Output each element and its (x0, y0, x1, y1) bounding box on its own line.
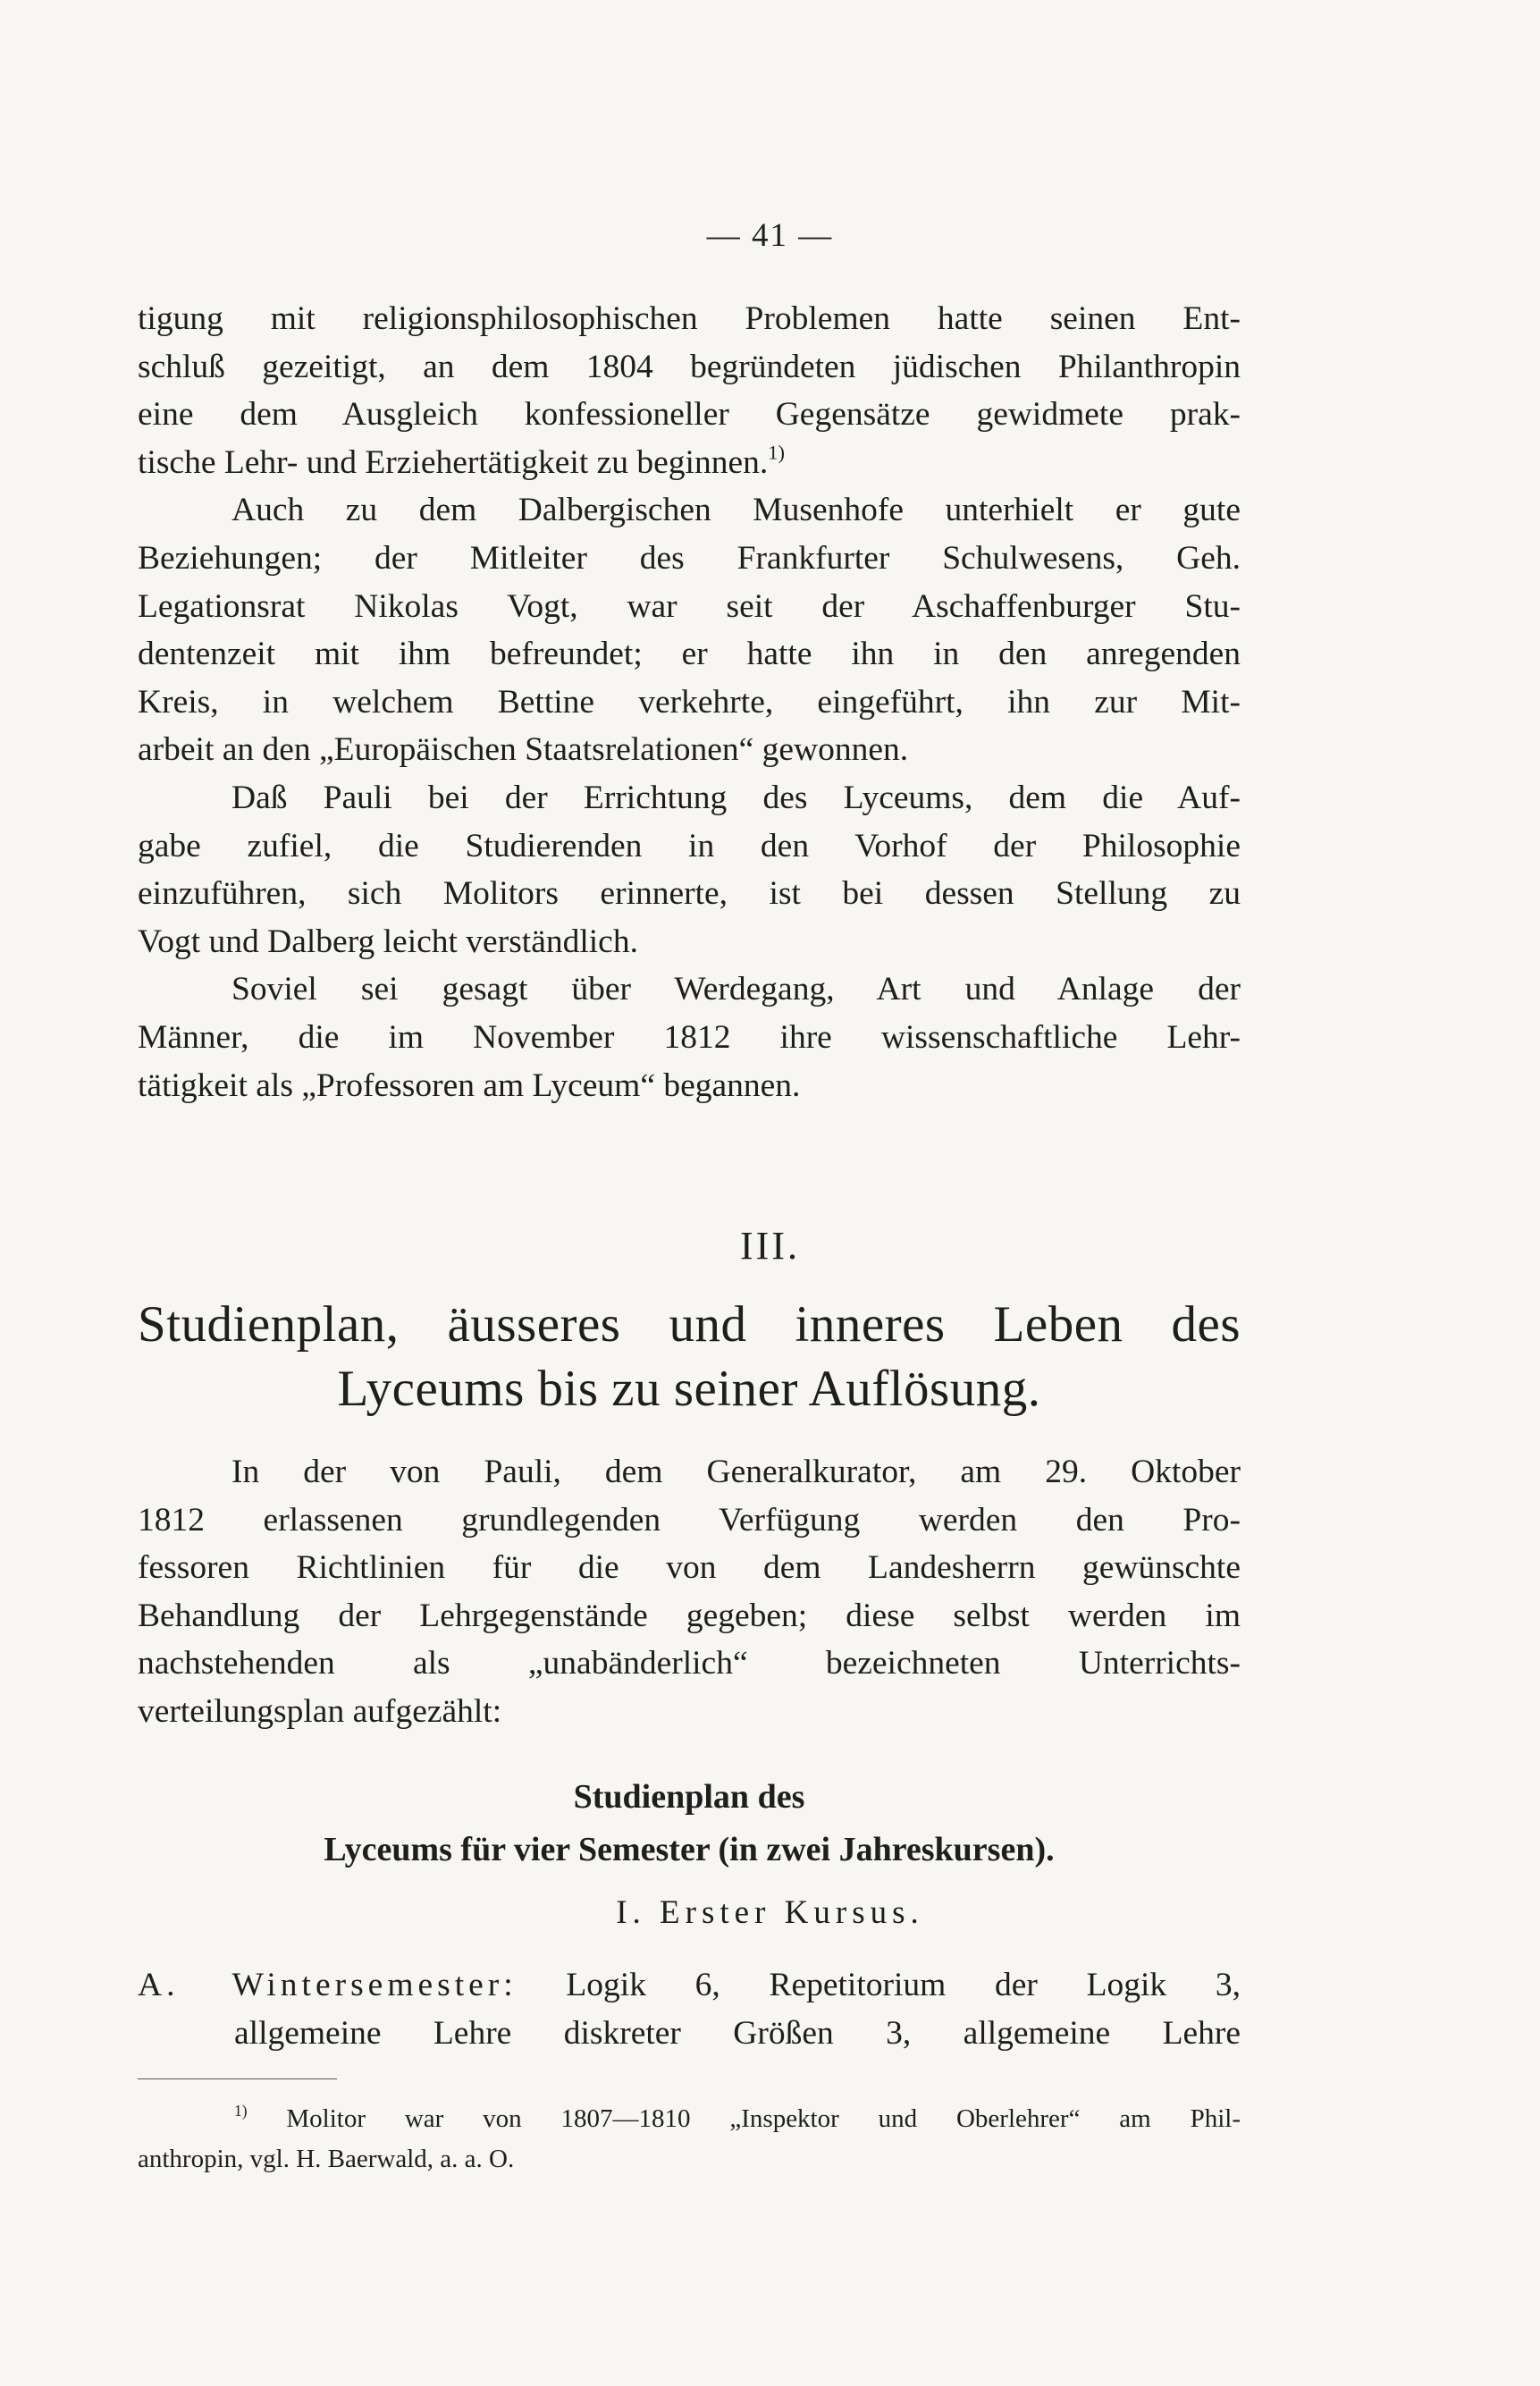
semester-label: A. Wintersemester: (138, 1967, 518, 2003)
page-number: — 41 — (706, 217, 834, 254)
body-line-15: Soviel sei gesagt über Werdegang, Art und Anlage der (231, 971, 1241, 1008)
body-line-1: tigung mit religionsphilosophischen Problemen hatte seinen Ent- (138, 300, 1241, 337)
footnote-line-1 (138, 2099, 1241, 2139)
body-line-8: dentenzeit mit ihm befreundet; er hatte ihn in den anregenden (138, 636, 1241, 673)
chapter-number: III. (740, 1224, 800, 1268)
semester-line-1-text: Logik 6, Repetitorium der Logik 3, (566, 1967, 1241, 2003)
chapter-line-6: verteilungsplan aufgezählt: (138, 1693, 502, 1730)
plan-title-line-2: Lyceums für vier Semester (in zwei Jahreskursen). (324, 1831, 1055, 1868)
body-line-2: schluß gezeitigt, an dem 1804 begründeten jüdischen Philanthropin (138, 348, 1241, 385)
footnote-reference: 1) (768, 441, 785, 464)
semester-line-2: allgemeine Lehre diskreter Größen 3, allgemeine Lehre (234, 2014, 1241, 2052)
footnote-line-1-text: Molitor war von 1807—1810 „Inspektor und Oberlehrer“ am Phil- (286, 2104, 1241, 2133)
body-line-7: Legationsrat Nikolas Vogt, war seit der Aschaffenburger Stu- (138, 587, 1241, 625)
chapter-title-line-1: Studienplan, äusseres und inneres Leben des (138, 1296, 1241, 1353)
semester-line-1 (138, 1961, 1241, 2010)
footnote-marker: 1) (234, 2101, 248, 2120)
body-line-10: arbeit an den „Europäischen Staatsrelationen“ gewonnen. (138, 731, 909, 769)
body-line-6: Beziehungen; der Mitleiter des Frankfurter Schulwesens, Geh. (138, 540, 1241, 577)
body-line-14: Vogt und Dalberg leicht verständlich. (138, 923, 638, 960)
chapter-line-5: nachstehenden als „unabänderlich“ bezeichneten Unterrichts- (138, 1645, 1241, 1682)
body-line-11: Daß Pauli bei der Errichtung des Lyceums, dem die Auf- (231, 780, 1241, 816)
plan-title-line-1: Studienplan des (573, 1778, 805, 1816)
body-line-5: Auch zu dem Dalbergischen Musenhofe unterhielt er gute (231, 492, 1241, 529)
body-line-4-text: tische Lehr- und Erziehertätigkeit zu beginnen. (138, 443, 769, 481)
chapter-line-3: fessoren Richtlinien für die von dem Landesherrn gewünschte (138, 1549, 1241, 1587)
body-line-9: Kreis, in welchem Bettine verkehrte, eingeführt, ihn zur Mit- (138, 683, 1241, 721)
body-line-3: eine dem Ausgleich konfessioneller Gegensätze gewidmete prak- (138, 396, 1241, 434)
semester-entry (138, 1961, 1241, 2057)
body-line-12: gabe zufiel, die Studierenden in den Vorhof der Philosophie (138, 827, 1241, 864)
body-line-13: einzuführen, sich Molitors erinnerte, ist bei dessen Stellung zu (138, 875, 1241, 913)
footnote-line-2: anthropin, vgl. H. Baerwald, a. a. O. (138, 2145, 515, 2173)
chapter-line-1: In der von Pauli, dem Generalkurator, am 29. Oktober (231, 1454, 1241, 1490)
chapter-title-line-2: Lyceums bis zu seiner Auflösung. (337, 1361, 1041, 1417)
body-line-4 (138, 439, 1241, 487)
chapter-line-2: 1812 erlassenen grundlegenden Verfügung werden den Pro- (138, 1501, 1241, 1539)
chapter-line-4: Behandlung der Lehrgegenstände gegeben; diese selbst werden im (138, 1597, 1241, 1634)
body-line-17: tätigkeit als „Professoren am Lyceum“ begannen. (138, 1067, 801, 1104)
body-line-16: Männer, die im November 1812 ihre wissenschaftliche Lehr- (138, 1019, 1241, 1056)
course-heading: I. Erster Kursus. (616, 1894, 924, 1931)
footnote-divider (138, 2078, 337, 2079)
